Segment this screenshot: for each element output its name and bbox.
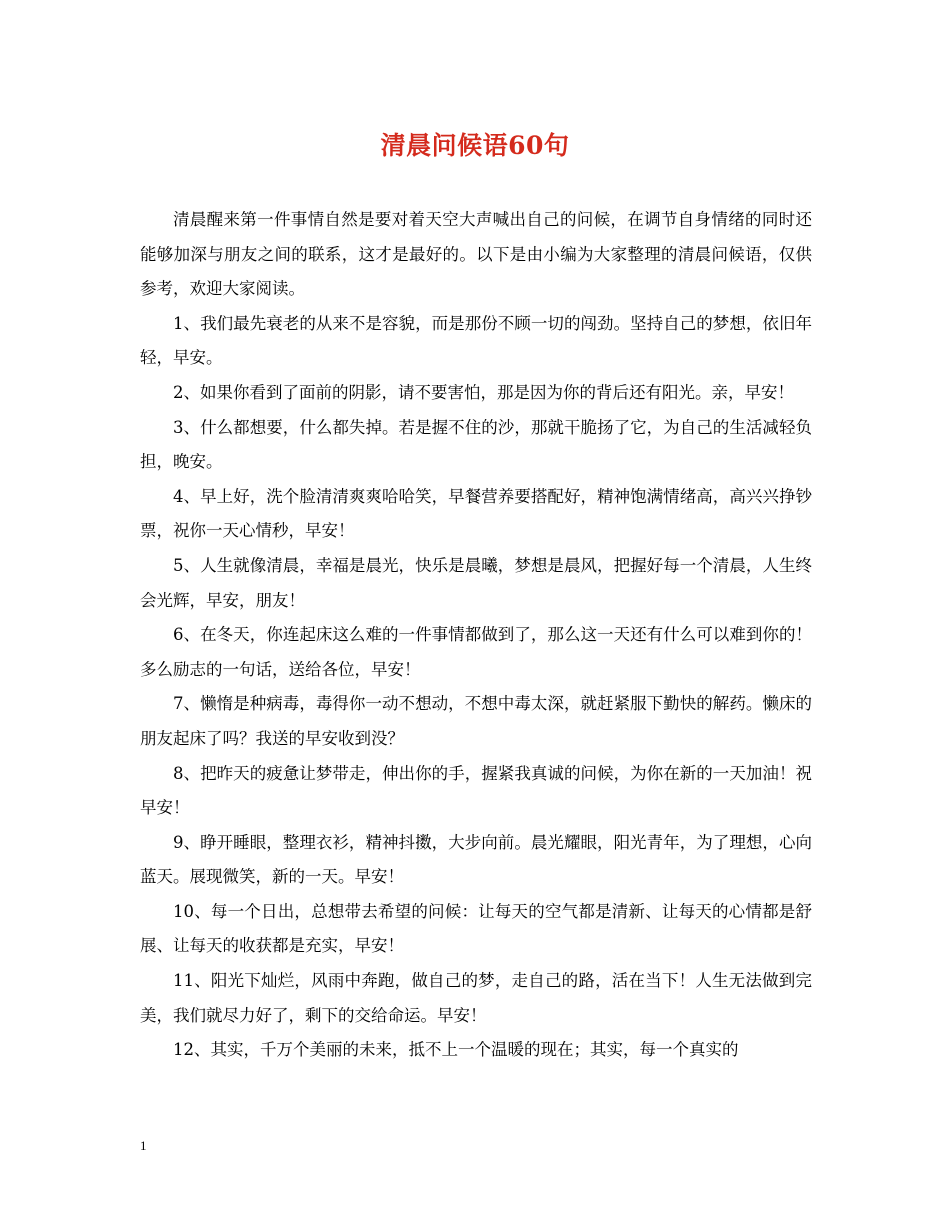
greeting-item-9: 9、睁开睡眼，整理衣衫，精神抖擞，大步向前。晨光耀眼，阳光青年，为了理想，心向蓝天。展现微笑，新的一天。早安！ (140, 832, 812, 887)
greeting-item-7: 7、懒惰是种病毒，毒得你一动不想动，不想中毒太深，就赶紧服下勤快的解药。懒床的朋友起床了吗？我送的早安收到没？ (140, 694, 812, 748)
greeting-item-5: 5、人生就像清晨，幸福是晨光，快乐是晨曦，梦想是晨风，把握好每一个清晨，人生终会光辉，早安，朋友！ (140, 555, 812, 610)
greeting-item-11: 11、阳光下灿烂，风雨中奔跑，做自己的梦，走自己的路，活在当下！人生无法做到完美，我们就尽力好了，剩下的交给命运。早安！ (140, 971, 812, 1025)
greeting-item-12: 12、其实，千万个美丽的未来，抵不上一个温暖的现在；其实，每一个真实的 (173, 1040, 739, 1060)
greeting-item-3: 3、什么都想要，什么都失掉。若是握不住的沙，那就干脆扬了它，为自己的生活减轻负担，晚安。 (140, 417, 812, 472)
page-number: 1 (140, 1138, 147, 1153)
greeting-item-2: 2、如果你看到了面前的阴影，请不要害怕，那是因为你的背后还有阳光。亲，早安！ (173, 382, 794, 402)
intro-paragraph: 清晨醒来第一件事情自然是要对着天空大声喊出自己的问候，在调节自身情绪的同时还能够加深与朋友之间的联系，这才是最好的。以下是由小编为大家整理的清晨问候语，仅供参考，欢迎大家阅读。 (140, 210, 812, 299)
greeting-item-10: 10、每一个日出，总想带去希望的问候：让每天的空气都是清新、让每天的心情都是舒展、让每天的收获都是充实，早安！ (140, 901, 812, 956)
greeting-item-4: 4、早上好，洗个脸清清爽爽哈哈笑，早餐营养要搭配好，精神饱满情绪高，高兴兴挣钞票，祝你一天心情秒，早安！ (140, 486, 812, 541)
greeting-item-8: 8、把昨天的疲惫让梦带走，伸出你的手，握紧我真诚的问候，为你在新的一天加油！祝早安！ (140, 763, 812, 818)
page-title: 清晨问候语60句 (380, 131, 570, 160)
document-body (140, 203, 812, 1068)
greeting-item-1: 1、我们最先衰老的从来不是容貌，而是那份不顾一切的闯劲。坚持自己的梦想，依旧年轻，早安。 (140, 313, 812, 368)
greeting-item-6: 6、在冬天，你连起床这么难的一件事情都做到了，那么这一天还有什么可以难到你的！多么励志的一句话，送给各位，早安！ (140, 625, 812, 679)
